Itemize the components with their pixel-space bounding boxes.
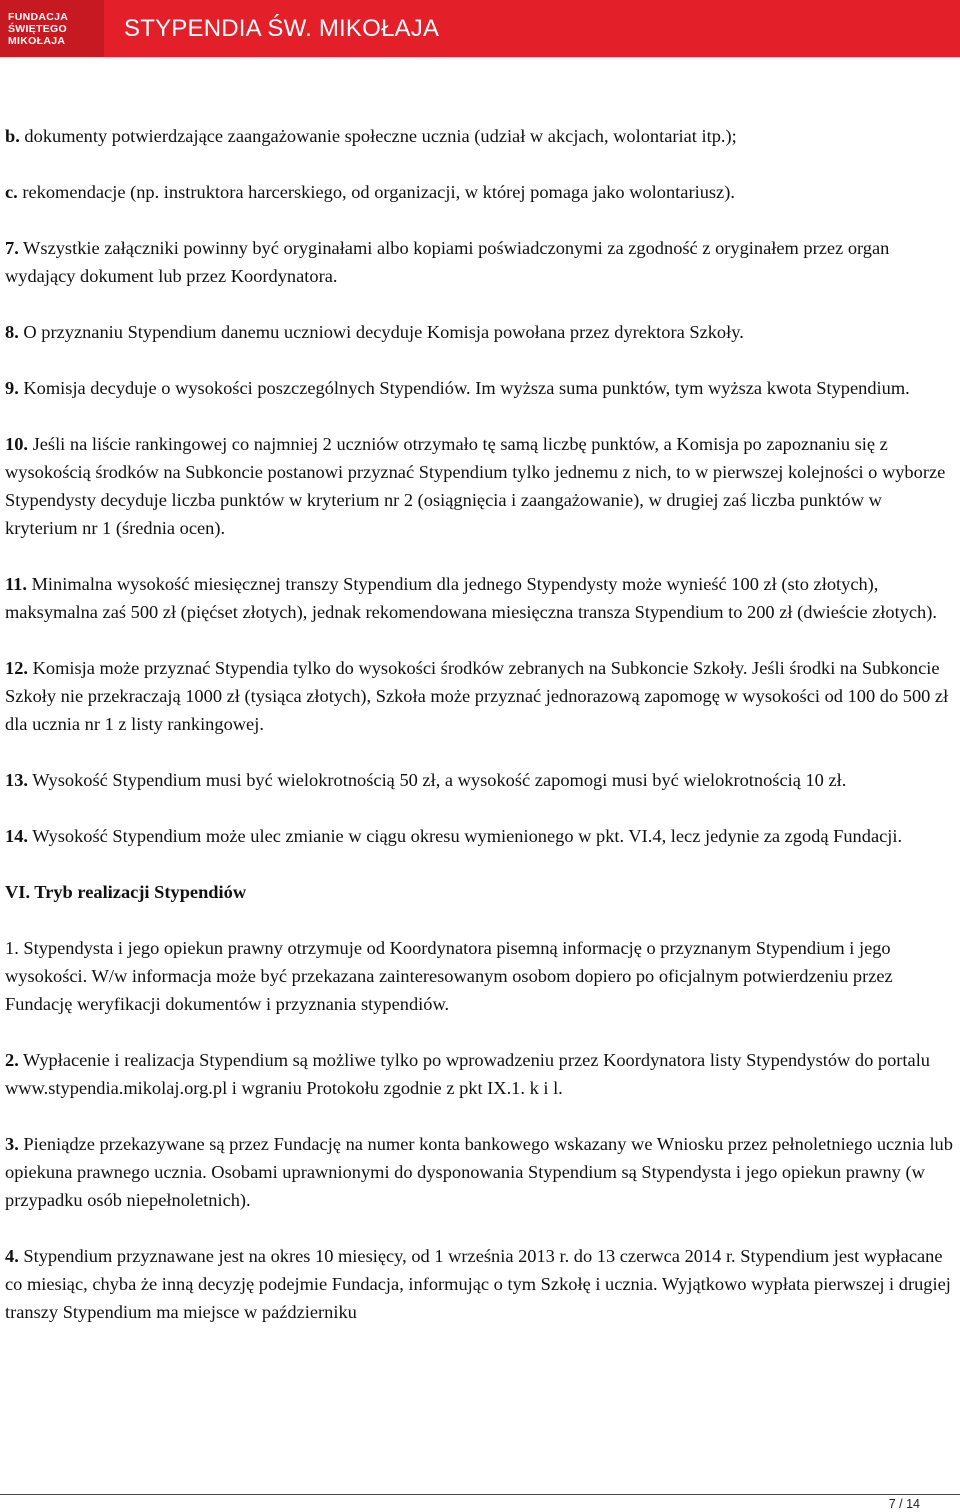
paragraph-number: 4. xyxy=(5,1246,19,1266)
paragraph-9 xyxy=(5,374,955,402)
paragraph-12 xyxy=(5,654,955,738)
foundation-logo[interactable] xyxy=(0,0,104,57)
section-paragraph-2 xyxy=(5,1046,955,1102)
paragraph-number: 12. xyxy=(5,658,28,678)
paragraph-13 xyxy=(5,766,955,794)
paragraph-b xyxy=(5,122,955,150)
paragraph-number: 8. xyxy=(5,322,19,342)
footer-divider xyxy=(0,1494,960,1495)
paragraph-number: 2. xyxy=(5,1050,19,1070)
paragraph-number: 11. xyxy=(5,574,27,594)
paragraph-10 xyxy=(5,430,955,542)
paragraph-text: Komisja decyduje o wysokości poszczególnych Stypendiów. Im wyższa suma punktów, tym wyższa kwota Stypendium. xyxy=(18,378,910,398)
paragraph-11 xyxy=(5,570,955,626)
document-body xyxy=(5,122,955,1354)
paragraph-text: Pieniądze przekazywane są przez Fundację na numer konta bankowego wskazany we Wniosku przez pełnoletniego ucznia lub opiekuna prawnego ucznia. Osobami uprawnionymi do dysponowania Stypendium są Stypendysta i jego opiekun prawny (w przypadku osób niepełnoletnich). xyxy=(5,1134,953,1210)
paragraph-number: 9. xyxy=(5,378,19,398)
paragraph-number: 7. xyxy=(5,238,19,258)
paragraph-number: 1. xyxy=(5,938,19,958)
logo-line: FUNDACJA xyxy=(8,10,69,23)
page-number: 7 / 14 xyxy=(888,1497,920,1511)
paragraph-text: dokumenty potwierdzające zaangażowanie społeczne ucznia (udział w akcjach, wolontariat itp.); xyxy=(19,126,737,146)
paragraph-number: b. xyxy=(5,126,20,146)
paragraph-number: 10. xyxy=(5,434,28,454)
paragraph-c xyxy=(5,178,955,206)
paragraph-text: Wypłacenie i realizacja Stypendium są możliwe tylko po wprowadzeniu przez Koordynatora listy Stypendystów do portalu www.stypendia.mikolaj.org.pl i wgraniu Protokołu zgodnie z pkt IX.1. k i l. xyxy=(5,1050,930,1098)
paragraph-number: 13. xyxy=(5,770,28,790)
paragraph-number: 14. xyxy=(5,826,28,846)
paragraph-text: Wysokość Stypendium musi być wielokrotnością 50 zł, a wysokość zapomogi musi być wielokrotnością 10 zł. xyxy=(28,770,847,790)
section-paragraph-3 xyxy=(5,1130,955,1214)
paragraph-8 xyxy=(5,318,955,346)
paragraph-text: Wszystkie załączniki powinny być oryginałami albo kopiami poświadczonymi za zgodność z oryginałem przez organ wydający dokument lub przez Koordynatora. xyxy=(5,238,890,286)
logo-line: MIKOŁAJA xyxy=(8,34,66,47)
paragraph-text: Wysokość Stypendium może ulec zmianie w ciągu okresu wymienionego w pkt. VI.4, lecz jedynie za zgodą Fundacji. xyxy=(28,826,903,846)
paragraph-7 xyxy=(5,234,955,290)
paragraph-number: c. xyxy=(5,182,18,202)
section-heading: VI. Tryb realizacji Stypendiów xyxy=(5,882,247,902)
section-paragraph-4 xyxy=(5,1242,955,1326)
paragraph-text: O przyznaniu Stypendium danemu uczniowi decyduje Komisja powołana przez dyrektora Szkoły. xyxy=(18,322,744,342)
paragraph-14 xyxy=(5,822,955,850)
paragraph-text: rekomendacje (np. instruktora harcerskiego, od organizacji, w której pomaga jako wolontariusz). xyxy=(17,182,735,202)
header-title: STYPENDIA ŚW. MIKOŁAJA xyxy=(124,15,440,42)
paragraph-text: Stypendysta i jego opiekun prawny otrzymuje od Koordynatora pisemną informację o przyznanym Stypendium i jego wysokości. W/w informacja może być przekazana zainteresowanym osobom dopiero po oficjalnym potwierdzeniu przez Fundację weryfikacji dokumentów i przyznania stypendiów. xyxy=(5,938,893,1014)
paragraph-text: Minimalna wysokość miesięcznej transzy Stypendium dla jednego Stypendysty może wynieść 100 zł (sto złotych), maksymalna zaś 500 zł (pięćset złotych), jednak rekomendowana miesięczna transza Stypendium to 200 zł (dwieście złotych). xyxy=(5,574,937,622)
paragraph-text: Stypendium przyznawane jest na okres 10 miesięcy, od 1 września 2013 r. do 13 czerwca 2014 r. Stypendium jest wypłacane co miesiąc, chyba że inną decyzję podejmie Fundacja, informując o tym Szkołę i ucznia. Wyjątkowo wypłata pierwszej i drugiej transzy Stypendium ma miejsce w październiku xyxy=(5,1246,951,1322)
paragraph-text: Komisja może przyznać Stypendia tylko do wysokości środków zebranych na Subkoncie Szkoły. Jeśli środki na Subkoncie Szkoły nie przekraczają 1000 zł (tysiąca złotych), Szkoła może przyznać jednorazową zapomogę w wysokości od 100 do 500 zł dla ucznia nr 1 z listy rankingowej. xyxy=(5,658,949,734)
paragraph-number: 3. xyxy=(5,1134,19,1154)
header-bar xyxy=(0,0,960,57)
paragraph-text: Jeśli na liście rankingowej co najmniej 2 uczniów otrzymało tę samą liczbę punktów, a Komisja po zapoznaniu się z wysokością środków na Subkoncie postanowi przyznać Stypendium tylko jednemu z nich, to w pierwszej kolejności o wyborze Stypendysty decyduje liczba punktów w kryterium nr 2 (osiągnięcia i zaangażowanie), w drugiej zaś liczba punktów w kryterium nr 1 (średnia ocen). xyxy=(5,434,946,538)
section-paragraph-1 xyxy=(5,934,955,1018)
logo-line: ŚWIĘTEGO xyxy=(8,22,67,35)
